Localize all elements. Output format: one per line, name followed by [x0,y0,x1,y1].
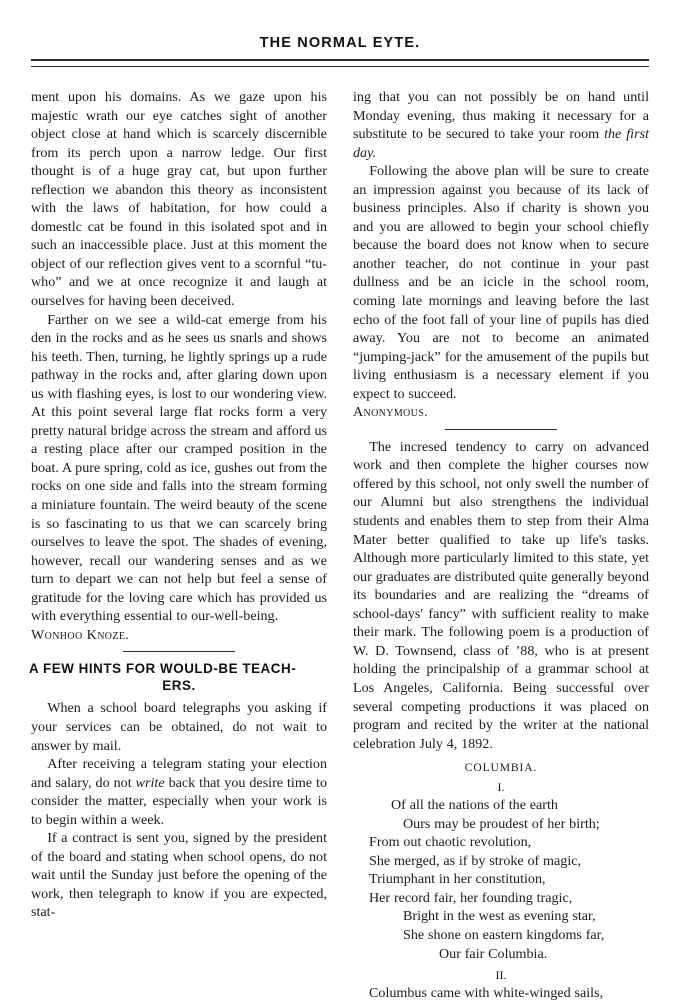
poem-title: COLUMBIA. [464,761,538,775]
paragraph-hints-2-text-a: After receiving a telegram stating your election and salary, do not [31,756,327,791]
paragraph-hints-continued-text-a: ing that you can not possibly be on hand until Monday evening, thus making it necessary for a substitute to be secured to take your room [353,89,649,143]
poem-line: Bright in the west as evening star, [403,908,596,925]
section-divider-rule [123,651,235,652]
paragraph-hints-3: If a contract is sent you, signed by the president of the board and stating when school opens, do not wait until the Sunday just before the opening of the work, then telegraph to know if you are expected, stat- [31,830,327,921]
paragraph-wildcat: Farther on we see a wild-cat emerge from his den in the rocks and as he sees us snarls and shows his teeth. Then, turning, he lightly springs up a rude pathway in the rocks and, after glaring down upon us with flashing eyes, is lost to our wondering view. At this point several large flat rocks form a very pretty natural bridge across the stream and afford us a resting place after our cramped position in the boat. A pure spring, cold as ice, gushes out from the rocks on one side and falls into the stream forming a miniature fountain. The weird beauty of the scene is so fascinating to us that we can scarcely bring ourselves to leave the spot. The shades of evening, however, recall our wandering senses and as we turn to depart we can not help but feel a sense of gratitude for the loving care which has provided us with everything essential to our-well-being. [31,311,327,625]
poem-line: From out chaotic revolution, [369,834,532,851]
emphasis-the-first-day: the first day. [353,126,649,161]
two-column-body [31,88,649,1003]
stanza-numeral-1: I. [497,780,505,795]
paragraph-hints-1: When a school board telegraphs you asking if your services can be obtained, do not wait to answer by mail. [31,700,327,754]
publication-title: THE NORMAL EYTE. [259,35,421,51]
poem-line: Ours may be proudest of her birth; [403,815,600,832]
paragraph-alumni: The incresed tendency to carry on advanced work and then complete the higher courses now offered by this school, not only swell the number of our Alumni but also strengthens the individual students and enables them to step from their Alma Mater better qualified to take up life's tasks. Although more particularly limited to this state, yet our graduates are distributed quite generally beyond its boundaries and are realizing the “dreams of school-days' fancy” with sufficient reality to make their mark. The following poem is a production of W. D. Townsend, class of ’88, who is at present holding the principalship of a grammar school at Los Angeles, California. Being successful over several competing productions it was placed on program and recited by the writer at the national celebration July 4, 1892. [353,438,649,752]
paragraph-continued: ment upon his domains. As we gaze upon his majestic wrath our eye catches sight of another object close at hand which is scarcely discernible from its perch upon a narrow ledge. Our first thought is of a huge gray cat, but upon further reflection we abandon this theory as inconsistent with the laws of habitation, for how could a domestlc cat be found in this isolated spot and in such an inaccessible place. Just at this moment the object of our reflection gives vent to a scornful “tu-who” and we at once recognize it and laugh at ourselves for having been deceived. [31,89,327,310]
section-heading-line-1: A FEW HINTS FOR WOULD-BE TEACH- [29,661,297,677]
right-column [353,88,649,1003]
paragraph-hints-2 [31,755,327,829]
stanza-numeral-2: II. [495,968,507,983]
poem-line: Of all the nations of the earth [391,797,558,814]
paragraph-hints-continued [353,88,649,162]
poem-line: She shone on eastern kingdoms far, [403,926,605,943]
paragraph-hints-2-text-b: back that you desire time to consider the matter, especially when your work is to begin within a week. [31,774,328,828]
poem-line: Her record fair, her founding tragic, [369,889,573,906]
poem-line: Columbus came with white-winged sails, [369,985,604,1002]
section-heading-hints [31,660,327,694]
left-column [31,88,327,922]
article-byline-anonymous: Anonymous. [353,404,428,421]
paragraph-hints-4: Following the above plan will be sure to create an impression against you because of its lack of business principles. Also if charity is shown you and you are allowed to begin your school chiefly because the board does not know when to secure another teacher, do not continue in your past dullness and be an icicle in the school room, coming late mornings and leaving before the last echo of the foot fall of your line of pupils has died away. You are not to become an animated “jumping-jack” for the amusement of the pupils but living enthusiasm is a necessary element if you expect to succeed. [353,163,649,402]
emphasis-write: write [135,774,165,791]
masthead-divider-rule [31,59,649,67]
poem-line: Our fair Columbia. [439,945,548,962]
section-divider-rule-right [445,429,557,430]
section-heading-line-2: ERS. [162,678,196,694]
running-head [0,0,680,51]
poem-line: Triumphant in her constitution, [369,871,546,888]
article-byline-knoze: Wonhoo Knoze. [31,626,130,643]
poem-stanza-1 [353,796,649,963]
poem-line: She merged, as if by stroke of magic, [369,852,582,869]
